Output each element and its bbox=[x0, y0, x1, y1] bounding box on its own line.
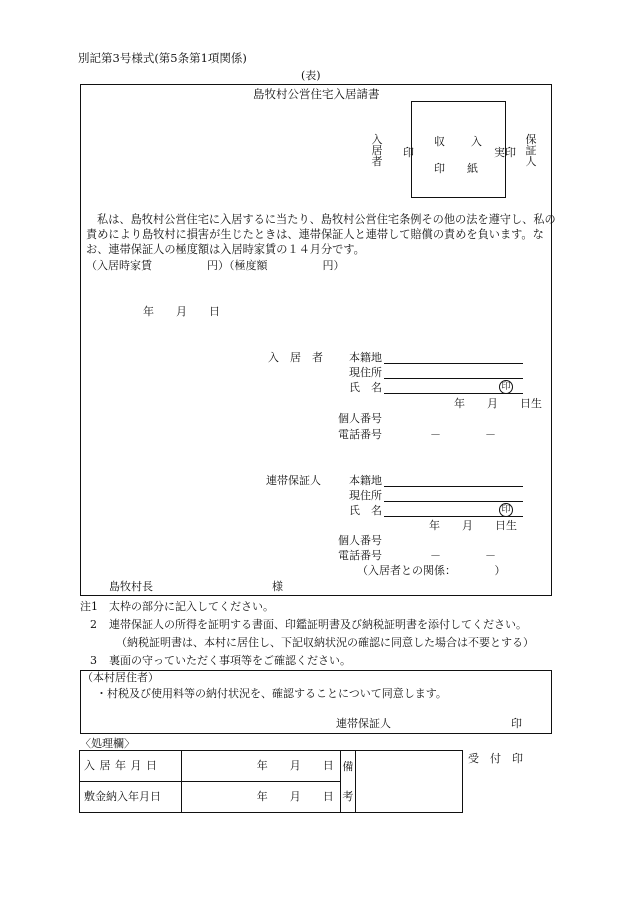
resident-phone-label: 電話番号 bbox=[338, 428, 382, 441]
guarantor-heading: 連帯保証人 bbox=[266, 474, 321, 487]
move-in-date-value[interactable]: 年 月 日 bbox=[181, 751, 340, 782]
resident-domicile-field[interactable] bbox=[384, 363, 523, 364]
stamp-box-text: 収 bbox=[434, 135, 445, 148]
guarantor-seal-circle: 印 bbox=[499, 503, 513, 517]
note-3-number: 3 bbox=[90, 654, 97, 667]
stamp-box-text: 入 bbox=[471, 135, 482, 148]
guarantor-individual-number-label: 個人番号 bbox=[338, 534, 382, 547]
deposit-date-value[interactable]: 年 月 日 bbox=[181, 782, 340, 813]
deposit-date-label: 敷金納入年月日 bbox=[80, 782, 182, 813]
revenue-stamp-box bbox=[411, 101, 506, 198]
resident-individual-number-label: 個人番号 bbox=[338, 412, 382, 425]
resident-name-label: 氏 名 bbox=[349, 381, 382, 394]
jitsuin-label: 実印 bbox=[494, 146, 516, 159]
guarantor-name-label: 氏 名 bbox=[349, 504, 382, 517]
note-1-text: 太枠の部分に記入してください。 bbox=[109, 600, 274, 613]
processing-title: 〈処理欄〉 bbox=[80, 737, 135, 750]
addressee-label: 島牧村長 bbox=[109, 580, 153, 593]
resident-heading: 入 居 者 bbox=[268, 351, 323, 364]
remarks-field[interactable] bbox=[356, 751, 463, 813]
stamp-box-text: 紙 bbox=[467, 162, 478, 175]
receipt-stamp-label: 受 付 印 bbox=[468, 752, 523, 765]
note-3-text: 裏面の守っていただく事項等をご確認ください。 bbox=[109, 654, 351, 667]
guarantor-phone-label: 電話番号 bbox=[338, 549, 382, 562]
remarks-label: 備考 bbox=[342, 759, 354, 803]
resident-seal-circle: 印 bbox=[499, 380, 513, 394]
resident-domicile-label: 本籍地 bbox=[349, 351, 382, 364]
consent-title: （本村居住者） bbox=[82, 671, 159, 684]
guarantor-phone-format: － － bbox=[430, 549, 496, 562]
side-label: (表) bbox=[301, 69, 321, 82]
guarantor-domicile-label: 本籍地 bbox=[349, 474, 382, 487]
resident-seal-label: 入居者 bbox=[371, 133, 383, 168]
stamp-box-text: 印 bbox=[434, 162, 445, 175]
rent-line: （入居時家賃 円）（極度額 円） bbox=[86, 259, 345, 272]
note-2-number: 2 bbox=[90, 618, 97, 631]
seal-mark-label: 印 bbox=[403, 146, 414, 159]
processing-table bbox=[79, 750, 463, 813]
note-2-subtext: （納税証明書は、本村に居住し、下記収納状況の確認に同意した場合は不要とする） bbox=[116, 636, 534, 649]
resident-phone-format: － － bbox=[430, 428, 496, 441]
date-line: 年 月 日 bbox=[143, 305, 220, 318]
resident-address-field[interactable] bbox=[384, 378, 523, 379]
guarantor-relation-line: （入居者との関係： ） bbox=[357, 564, 506, 577]
guarantor-seal-label: 保証人 bbox=[525, 133, 537, 168]
form-title: 島牧村公営住宅入居請書 bbox=[253, 87, 380, 101]
guarantor-domicile-field[interactable] bbox=[384, 486, 523, 487]
consent-signer-label: 連帯保証人 bbox=[336, 717, 391, 730]
consent-text: ・村税及び使用料等の納付状況を、確認することについて同意します。 bbox=[96, 687, 447, 700]
resident-birth-line: 年 月 日生 bbox=[454, 397, 542, 410]
guarantor-address-label: 現住所 bbox=[349, 489, 382, 502]
consent-seal-mark: 印 bbox=[511, 717, 522, 730]
move-in-date-label: 入 居 年 月 日 bbox=[80, 751, 182, 782]
form-number: 別記第3号様式(第5条第1項関係) bbox=[78, 51, 247, 65]
pledge-paragraph: 私は、島牧村公営住宅に入居するに当たり、島牧村公営住宅条例その他の法を遵守し、私の責めにより島牧村に損害が生じたときは、連帯保証人と連帯して賠償の責めを負います。なお、連帯保証人の極度額は入居時家賃の１４月分です。 bbox=[86, 213, 556, 256]
guarantor-birth-line: 年 月 日生 bbox=[429, 519, 517, 532]
resident-address-label: 現住所 bbox=[349, 366, 382, 379]
note-2-text: 連帯保証人の所得を証明する書面、印鑑証明書及び納税証明書を添付してください。 bbox=[109, 618, 527, 631]
note-1-number: 注1 bbox=[80, 600, 98, 613]
guarantor-address-field[interactable] bbox=[384, 501, 523, 502]
addressee-suffix: 様 bbox=[272, 580, 283, 593]
